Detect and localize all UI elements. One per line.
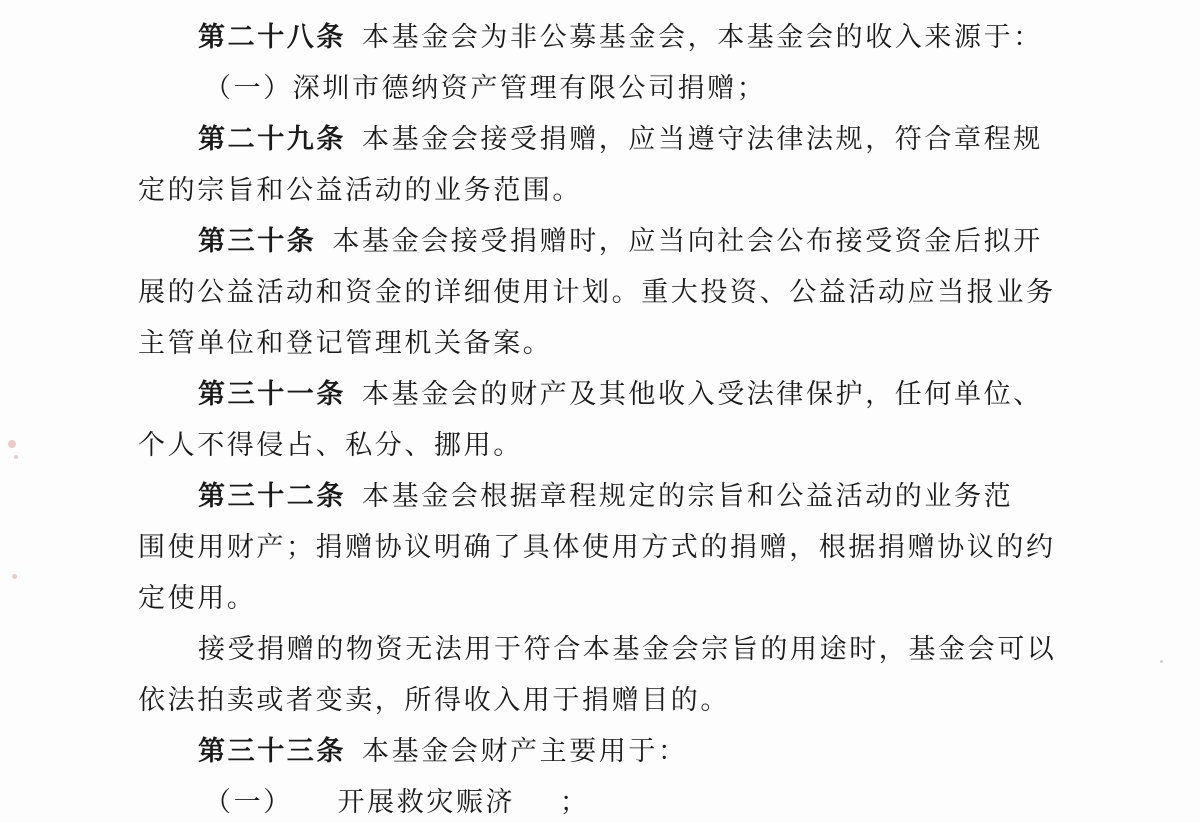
- text-line: [138, 675, 1058, 726]
- text-line: [138, 12, 1058, 63]
- article-number: 第二十八条: [198, 22, 346, 53]
- text-line: [138, 777, 1058, 828]
- text-line: [138, 624, 1058, 675]
- line-text: 主管单位和登记管理机关备案。: [138, 328, 553, 359]
- line-text: 定使用。: [138, 583, 257, 614]
- line-text: 接受捐赠的物资无法用于符合本基金会宗旨的用途时，基金会可以: [198, 634, 1057, 665]
- text-line: [138, 573, 1058, 624]
- line-text: 本基金会为非公募基金会，本基金会的收入来源于：: [362, 22, 1043, 53]
- text-line: [138, 114, 1058, 165]
- article-number: 第二十九条: [198, 124, 346, 155]
- line-text: 个人不得侵占、私分、挪用。: [138, 430, 523, 461]
- line-text: 本基金会的财产及其他收入受法律保护，任何单位、: [362, 379, 1043, 410]
- scan-speck: [8, 440, 16, 448]
- line-text: 本基金会根据章程规定的宗旨和公益活动的业务范: [362, 481, 1014, 512]
- text-line: [138, 420, 1058, 471]
- line-text: 本基金会接受捐赠，应当遵守法律法规，符合章程规: [362, 124, 1043, 155]
- line-text: 定的宗旨和公益活动的业务范围。: [138, 175, 582, 206]
- scan-speck: [14, 455, 18, 459]
- text-line: [138, 165, 1058, 216]
- scan-speck: [1160, 660, 1163, 663]
- text-line: [138, 63, 1058, 114]
- line-text: 围使用财产；捐赠协议明确了具体使用方式的捐赠，根据捐赠协议的约: [138, 532, 1056, 563]
- article-number: 第三十二条: [198, 481, 346, 512]
- text-line: [138, 471, 1058, 522]
- line-text: 依法拍卖或者变卖，所得收入用于捐赠目的。: [138, 685, 730, 716]
- line-text: 本基金会财产主要用于：: [362, 736, 688, 767]
- text-line: [138, 267, 1058, 318]
- text-line: [138, 522, 1058, 573]
- document-body: [138, 12, 1058, 828]
- scan-speck: [12, 574, 17, 579]
- text-line: [138, 726, 1058, 777]
- text-line: [138, 369, 1058, 420]
- text-line: [138, 318, 1058, 369]
- line-text: 展的公益活动和资金的详细使用计划。重大投资、公益活动应当报业务: [138, 277, 1056, 308]
- article-number: 第三十三条: [198, 736, 346, 767]
- article-number: 第三十条: [198, 226, 317, 257]
- article-number: 第三十一条: [198, 379, 346, 410]
- line-text: （一）深圳市德纳资产管理有限公司捐赠；: [204, 73, 767, 104]
- text-line: [138, 216, 1058, 267]
- line-text: 本基金会接受捐赠时，应当向社会公布接受资金后拟开: [332, 226, 1043, 257]
- line-text: （一） 开展救灾赈济 ；: [204, 787, 590, 818]
